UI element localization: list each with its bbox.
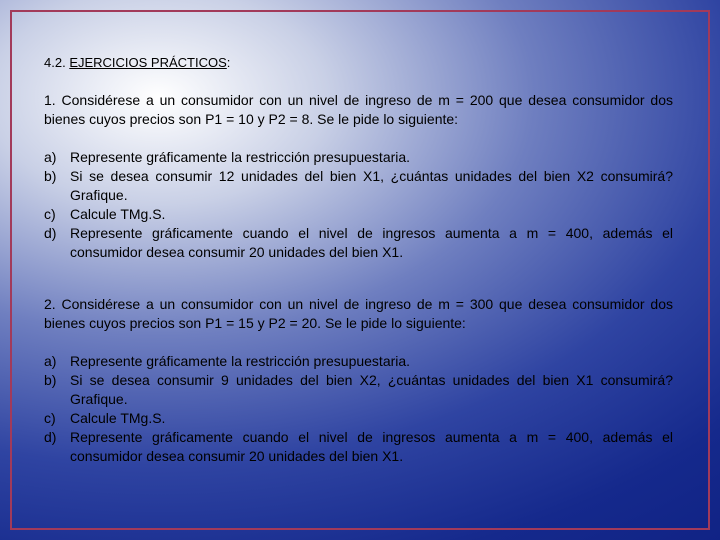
item-text: Represente gráficamente cuando el nivel de ingresos aumenta a m = 400, además el consumidor desea consumir 20 unidades del bien X1.	[70, 225, 673, 260]
item-text: Calcule TMg.S.	[70, 206, 166, 222]
item-letter: b)	[44, 372, 57, 388]
item-text: Si se desea consumir 9 unidades del bien X2, ¿cuántas unidades del bien X1 consumirá? Grafique.	[70, 372, 673, 407]
item-letter: a)	[44, 353, 57, 369]
exercise-1-list	[44, 148, 673, 262]
item-letter: c)	[44, 410, 56, 426]
item-letter: d)	[44, 225, 57, 241]
exercise-2-item-c	[44, 409, 673, 428]
item-text: Represente gráficamente la restricción presupuestaria.	[70, 353, 411, 369]
section-number: 4.2.	[44, 55, 66, 70]
item-letter: b)	[44, 168, 57, 184]
exercise-1-item-b	[44, 167, 673, 205]
section-colon: :	[226, 55, 231, 70]
exercise-2-list	[44, 352, 673, 466]
section-title: EJERCICIOS PRÁCTICOS	[69, 55, 227, 70]
exercise-2-intro: 2. Considérese a un consumidor con un nivel de ingreso de m = 300 que desea consumidor dos bienes cuyos precios son P1 = 15 y P2 = 20. Se le pide lo siguiente:	[44, 296, 673, 331]
item-text: Represente gráficamente cuando el nivel de ingresos aumenta a m = 400, además el consumidor desea consumir 20 unidades del bien X1.	[70, 429, 673, 464]
section-heading	[44, 53, 673, 72]
exercise-2-item-a	[44, 352, 673, 371]
item-text: Si se desea consumir 12 unidades del bien X1, ¿cuántas unidades del bien X2 consumirá? Grafique.	[70, 168, 673, 203]
exercise-2-item-d	[44, 428, 673, 466]
item-text: Calcule TMg.S.	[70, 410, 166, 426]
item-letter: c)	[44, 206, 56, 222]
exercise-1-item-c	[44, 205, 673, 224]
item-letter: a)	[44, 149, 57, 165]
item-text: Represente gráficamente la restricción presupuestaria.	[70, 149, 411, 165]
exercise-2-item-b	[44, 371, 673, 409]
exercise-1-item-d	[44, 224, 673, 262]
slide-content	[44, 53, 673, 466]
exercise-1-intro: 1. Considérese a un consumidor con un nivel de ingreso de m = 200 que desea consumidor dos bienes cuyos precios son P1 = 10 y P2 = 8. Se le pide lo siguiente:	[44, 92, 673, 127]
exercise-1-item-a	[44, 148, 673, 167]
item-letter: d)	[44, 429, 57, 445]
